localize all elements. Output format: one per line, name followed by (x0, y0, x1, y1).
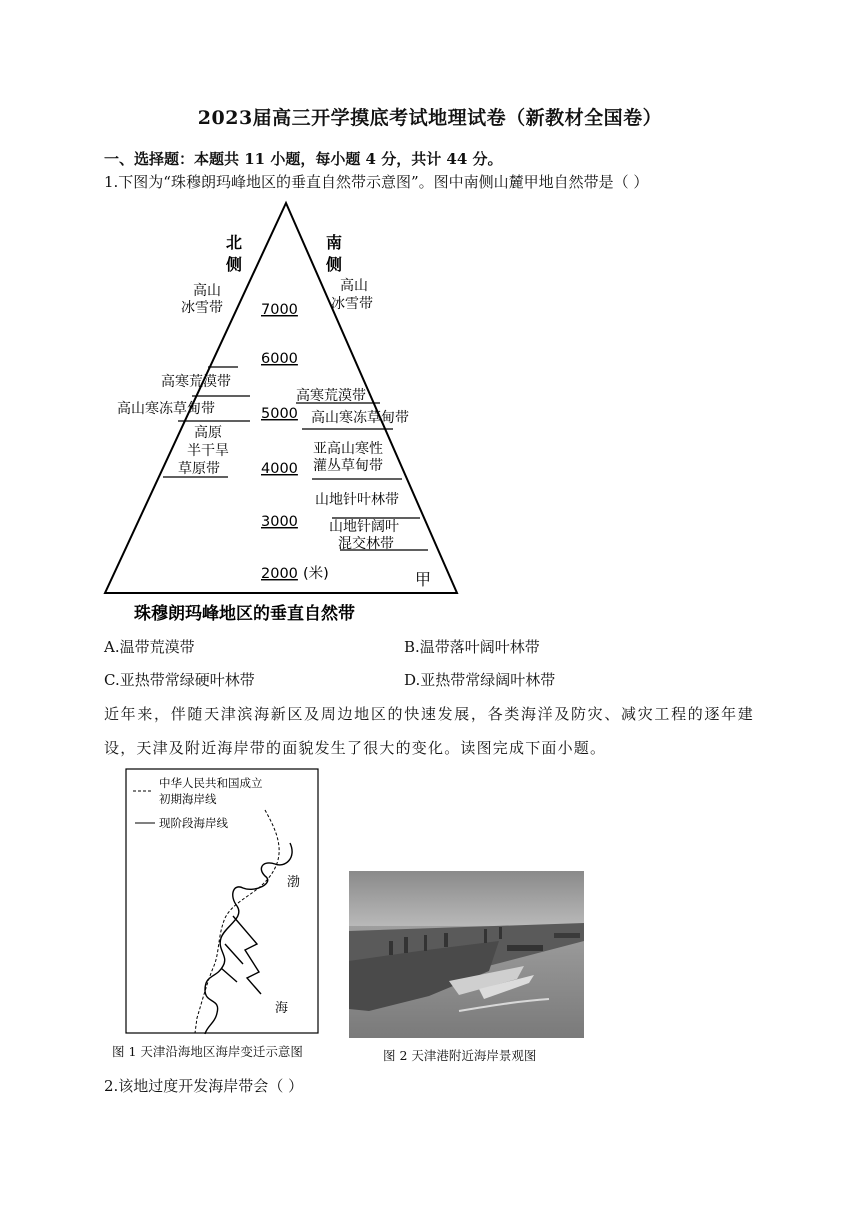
south-zone-label: 高寒荒漠带 (296, 388, 366, 404)
north-zone-label: 高原 (194, 425, 222, 441)
south-zone-label: 混交林带 (338, 536, 394, 552)
question-2-stem: 2.该地过度开发海岸带会（ ） (104, 1077, 304, 1095)
unit-label: (米) (303, 566, 329, 582)
section-heading: 一、选择题：本题共 11 小题，每小题 4 分，共计 44 分。 (104, 150, 503, 168)
north-label: 侧 (226, 255, 243, 274)
elevation-label: 6000 (261, 351, 298, 367)
option-c: C.亚热带常绿硬叶林带 (104, 671, 255, 689)
south-zone-label: 灌丛草甸带 (313, 458, 383, 474)
south-zone-label: 亚高山寒性 (313, 441, 383, 457)
north-zone-label: 高寒荒漠带 (161, 374, 231, 390)
jia-label: 甲 (415, 570, 432, 589)
figure-caption: 珠穆朗玛峰地区的垂直自然带 (134, 604, 355, 624)
sea-label: 海 (275, 1001, 289, 1016)
south-zone-label: 山地针阔叶 (329, 519, 399, 535)
legend-label: 中华人民共和国成立 (159, 776, 263, 790)
north-zone-label: 高山 (193, 283, 221, 299)
north-zone-label: 草原带 (178, 461, 220, 477)
south-zone-label: 冰雪带 (331, 296, 373, 312)
south-zone-label: 山地针叶林带 (315, 492, 399, 508)
elevation-label: 5000 (261, 406, 298, 422)
option-a: A.温带荒漠带 (104, 638, 195, 656)
mountain-triangle (105, 203, 457, 593)
south-label: 侧 (326, 255, 343, 274)
north-zone-label: 半干旱 (187, 443, 229, 459)
north-zone-label: 冰雪带 (181, 300, 223, 316)
elevation-label: 7000 (261, 302, 298, 318)
page-title: 2023届高三开学摸底考试地理试卷（新教材全国卷） (197, 107, 663, 129)
option-b: B.温带落叶阔叶林带 (404, 638, 540, 656)
south-zone-label: 高山寒冻草甸带 (311, 410, 409, 426)
legend-label: 初期海岸线 (159, 792, 217, 806)
elevation-label: 3000 (261, 514, 298, 530)
south-zone-label: 高山 (340, 278, 368, 294)
south-label: 南 (326, 233, 343, 252)
elevation-label: 2000 (261, 566, 298, 582)
north-label: 北 (226, 233, 243, 252)
coastline-map (125, 768, 320, 1036)
north-zone-label: 高山寒冻草甸带 (117, 401, 215, 417)
figure-caption: 图 2 天津港附近海岸景观图 (383, 1048, 537, 1063)
passage: 近年来，伴随天津滨海新区及周边地区的快速发展，各类海洋及防灾、减灾工程的逐年建设，天津及附近海岸带的面貌发生了很大的变化。读图完成下面小题。 (104, 705, 754, 757)
sea-label: 渤 (287, 875, 301, 890)
elevation-label: 4000 (261, 461, 298, 477)
figure-caption: 图 1 天津沿海地区海岸变迁示意图 (112, 1044, 303, 1059)
port-aerial-photo (349, 871, 584, 1038)
legend-label: 现阶段海岸线 (159, 816, 228, 830)
question-1-stem: 1.下图为“珠穆朗玛峰地区的垂直自然带示意图”。图中南侧山麓甲地自然带是（ ） (104, 173, 649, 191)
everest-zone-diagram (100, 200, 460, 630)
option-d: D.亚热带常绿阔叶林带 (404, 671, 556, 689)
